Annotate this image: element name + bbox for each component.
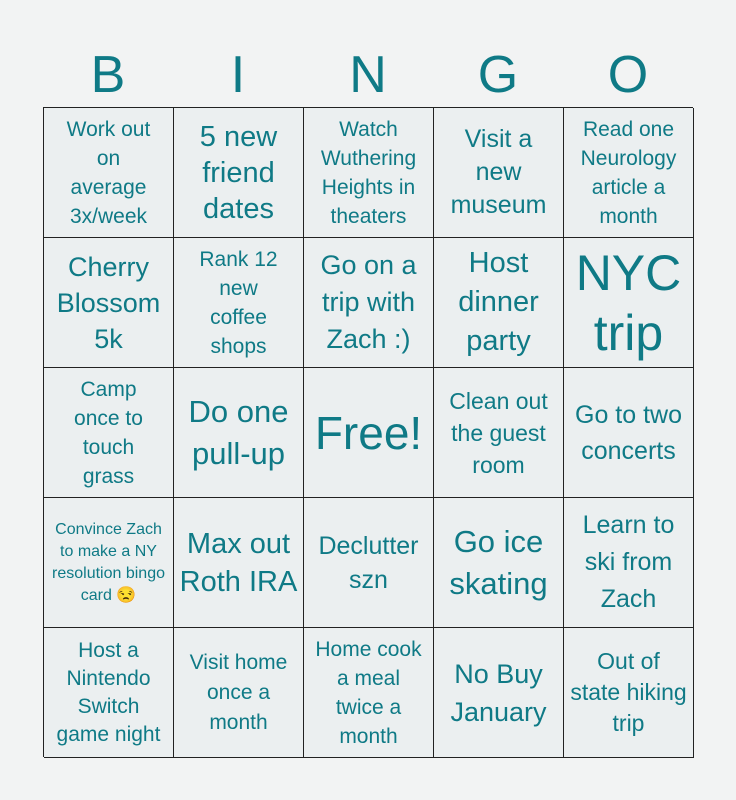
cell-label: NYC trip [575,244,682,361]
bingo-cell[interactable] [304,238,434,368]
bingo-cell[interactable] [174,628,304,758]
header-letter-n: N [349,46,387,104]
cell-label: 5 new friend dates [199,120,278,225]
cell-label: Read one Neurology article a month [580,117,677,228]
bingo-cell[interactable] [174,498,304,628]
bingo-header [43,44,693,106]
bingo-cell[interactable] [564,628,694,758]
bingo-cell[interactable] [434,498,564,628]
bingo-cell[interactable] [434,368,564,498]
bingo-grid [43,107,693,757]
cell-label: No Buy January [450,658,547,727]
cell-label: Learn to ski from Zach [582,511,675,613]
header-letter-b: B [90,46,126,104]
cell-label: Camp once to touch grass [74,377,143,488]
cell-label: Go to two concerts [575,400,682,465]
bingo-cell[interactable] [564,238,694,368]
cell-label: Go on a trip with Zach :) [320,250,417,354]
header-letter-o: O [607,46,649,104]
bingo-cell[interactable] [564,108,694,238]
cell-label: Convince Zach to make a NY resolution bingo card 😒 [52,520,165,604]
cell-label: Max out Roth IRA [179,527,298,598]
bingo-cell[interactable] [44,628,174,758]
header-letter-g: G [477,46,519,104]
bingo-cell[interactable] [44,108,174,238]
bingo-cell[interactable] [304,498,434,628]
cell-label: Visit home once a month [189,650,288,734]
bingo-cell[interactable] [174,368,304,498]
bingo-cell[interactable] [304,368,434,498]
cell-label: Host a Nintendo Switch game night [56,638,161,746]
cell-label: Out of state hiking trip [570,648,687,736]
bingo-cell[interactable] [174,238,304,368]
bingo-cell[interactable] [434,628,564,758]
cell-label: Work out on average 3x/week [66,117,151,228]
bingo-cell[interactable] [564,368,694,498]
cell-label: Go ice skating [449,523,548,601]
cell-label: Rank 12 new coffee shops [199,247,278,358]
cell-label: Cherry Blossom 5k [56,251,161,354]
cell-label: Watch Wuthering Heights in theaters [320,117,417,228]
bingo-cell[interactable] [434,238,564,368]
header-letter-i: I [230,46,246,104]
bingo-cell[interactable] [174,108,304,238]
cell-label: Declutter szn [318,531,419,594]
bingo-cell[interactable] [304,108,434,238]
bingo-cell[interactable] [44,238,174,368]
bingo-cell[interactable] [304,628,434,758]
cell-label: Host dinner party [458,247,539,357]
bingo-cell[interactable] [434,108,564,238]
cell-label: Clean out the guest room [449,387,548,478]
cell-label: Free! [314,406,423,459]
bingo-cell[interactable] [44,368,174,498]
cell-label: Do one pull-up [188,393,289,471]
cell-label: Home cook a meal twice a month [315,637,422,748]
bingo-cell[interactable] [564,498,694,628]
cell-label: Visit a new museum [450,125,547,219]
bingo-cell[interactable] [44,498,174,628]
